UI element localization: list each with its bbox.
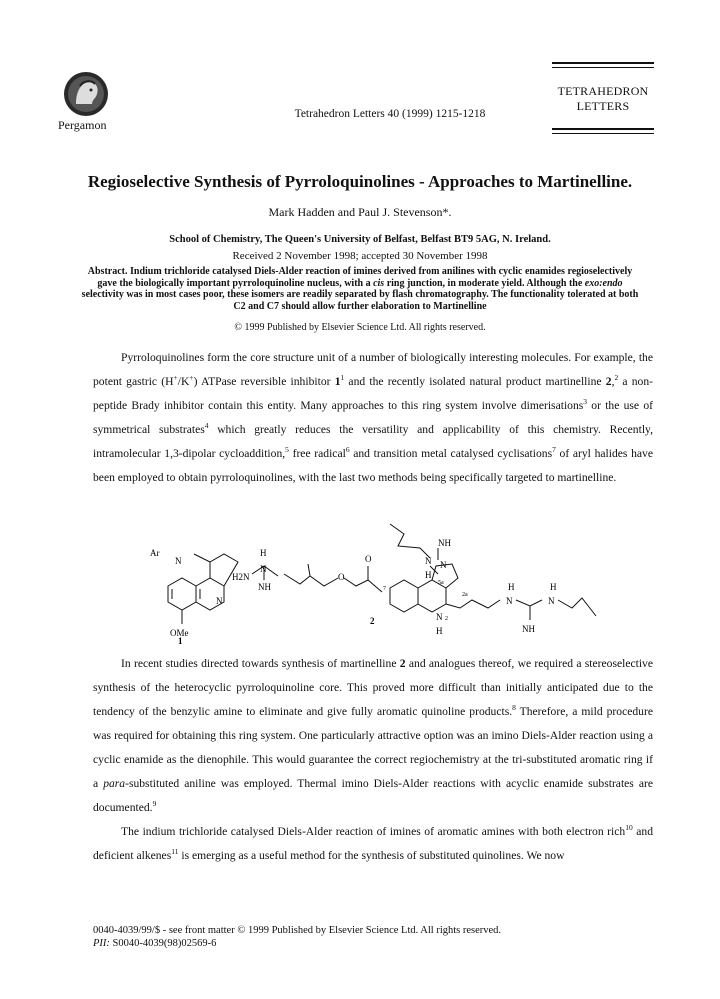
c2-n-ring: N: [436, 612, 443, 622]
c2-n-right-2: N: [548, 596, 555, 606]
c2-h-ring: H: [436, 626, 443, 636]
c1-n-top: N: [175, 556, 182, 566]
brand-line-2: LETTERS: [576, 99, 630, 113]
c1-ar-label: Ar: [150, 548, 160, 558]
journal-brand: [552, 62, 654, 134]
publisher-name: Pergamon: [58, 118, 107, 132]
journal-reference: Tetrahedron Letters 40 (1999) 1215-1218: [294, 108, 486, 120]
c2-pos-7: 7: [383, 586, 386, 592]
article-title: Regioselective Synthesis of Pyrroloquinolines - Approaches to Martinelline.: [87, 172, 633, 191]
abstract-copyright: © 1999 Published by Elsevier Science Ltd. All rights reserved.: [234, 322, 486, 333]
abstract-label: Abstract.: [87, 266, 128, 277]
footer-copyright: 0040-4039/99/$ - see front matter © 1999 Published by Elsevier Science Ltd. All rights reserved.: [93, 925, 502, 936]
c2-nh-top: NH: [438, 538, 451, 548]
affiliation: School of Chemistry, The Queen's University of Belfast, Belfast BT9 5AG, N. Ireland.: [169, 234, 551, 245]
footer-pii: PII: S0040-4039(98)02569-6: [93, 938, 217, 949]
c2-h-top: H: [425, 570, 432, 580]
c2-nh-left: NH: [258, 582, 271, 592]
abstract: Abstract. Indium trichloride catalysed Diels-Alder reaction of imines derived from anilines with cyclic enamides regioselectively gave the biologically important pyrroloquinoline nucleus, with a cis ring junction, in moderate yield. Although the exo:endo selectivity was in most cases poor, these isomers are readily separated by flash chromatography. The functionality tolerated at both C2 and C7 should allow further elaboration to Martinelline: [81, 266, 639, 313]
c2-n-top: N: [425, 556, 432, 566]
received-dates: Received 2 November 1998; accepted 30 November 1998: [232, 250, 488, 262]
c2-h-right-1: H: [508, 582, 515, 592]
structures-figure: [120, 520, 660, 644]
c2-o-ester: O: [338, 572, 345, 582]
c2-pos-2a: 2a: [462, 592, 468, 598]
c1-ome: OMe: [170, 628, 189, 638]
body-paragraph-2-3: [93, 652, 653, 868]
c2-pos-5a: 5a: [438, 580, 444, 586]
c2-label: 2: [370, 616, 375, 626]
c2-n-right-1: N: [506, 596, 513, 606]
compound-2-structure: [252, 524, 596, 620]
c1-n-ring: N: [216, 596, 223, 606]
body-paragraph-2: In recent studies directed towards synthesis of martinelline 2 and analogues thereof, we required a stereoselective synthesis of the heterocyclic pyrroloquinoline core. This proved more difficult than initially anticipated due to the tendency of the benzylic amine to eliminate and give fully aromatic quinoline products.$^8$ Therefore, a mild procedure was required for obtaining this ring system. One particularly attractive option was an imino Diels-Alder reaction using a cyclic enamide as the dienophile. This would guarantee the correct regiochemistry at the tri-substituted aromatic ring if a para-substituted aniline was employed. Thermal imino Diels-Alder reactions with acyclic enamide substrates are documented.$^9$: [93, 657, 654, 814]
c2-o-carbonyl: O: [365, 554, 372, 564]
c2-h-left: H: [260, 548, 267, 558]
c2-n-left: N: [260, 564, 267, 574]
body-paragraph-3: The indium trichloride catalysed Diels-Alder reaction of imines of aromatic amines with both electron rich$^{10}$ and deficient alkenes$^{11}$ is emerging as a useful method for the synthesis of substituted quinolines. We now: [93, 823, 653, 862]
c2-pos-2: 2: [445, 616, 448, 622]
c2-h2n: H2N: [232, 572, 250, 582]
c1-label: 1: [178, 636, 183, 644]
c2-h-right-2: H: [550, 582, 557, 592]
brand-line-1: TETRAHEDRON: [557, 84, 649, 98]
c2-n-ring5: N: [440, 560, 447, 570]
body-paragraph-1: Pyrroloquinolines form the core structure unit of a number of biologically interesting molecules. For example, the potent gastric (H+/K+) ATPase reversible inhibitor $1^1$ and the recently isolated natural product martinelline 2,$^2$ a non-peptide Brady inhibitor contain this entity. Many approaches to this ring system involve dimerisations$^3$ or the use of symmetrical substrates$^4$ which greatly reduces the versatility and applicability of this chemistry. Recently, intramolecular 1,3-dipolar cycloaddition,$^5$ free radical$^6$ and transition metal catalysed cyclisations$^7$ of aryl halides have been employed to obtain pyrroloquinolines, with the last two methods being specifically targeted to martinelline.: [93, 351, 654, 484]
page-footer: [93, 924, 501, 950]
c2-nh-right: NH: [522, 624, 535, 634]
authors: Mark Hadden and Paul J. Stevenson*.: [268, 205, 452, 219]
